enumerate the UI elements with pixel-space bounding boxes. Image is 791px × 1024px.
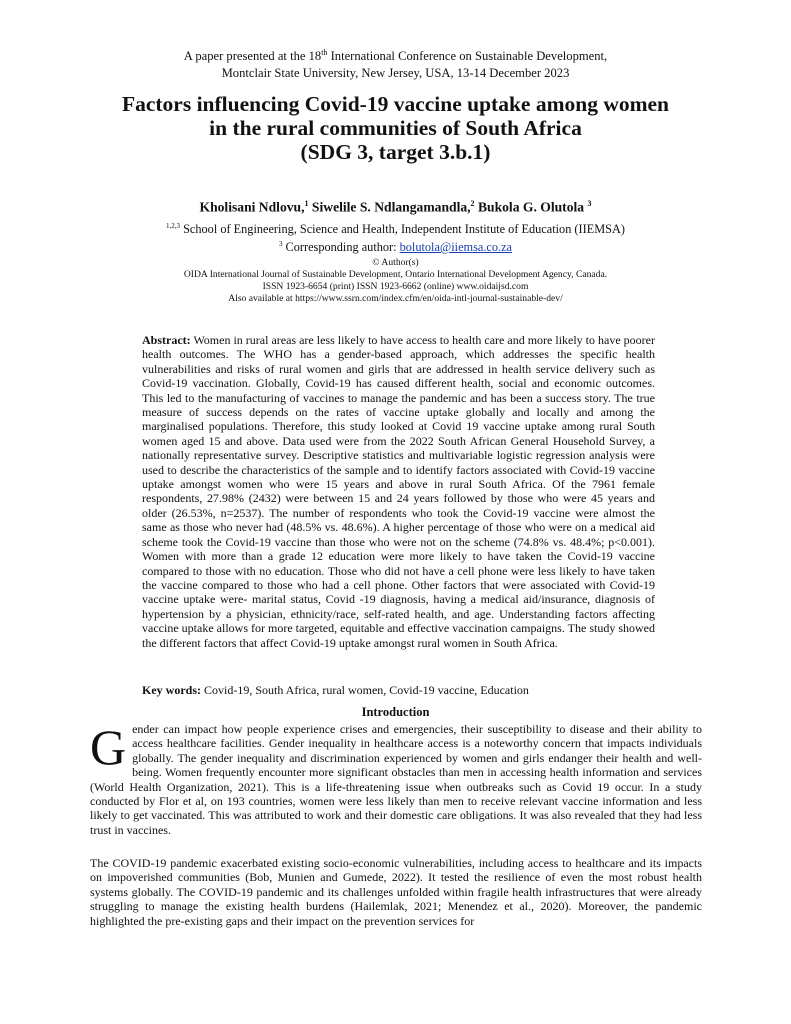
conference-line-1-text: A paper presented at the 18	[183, 49, 322, 64]
author-3: Bukola G. Olutola	[474, 199, 588, 215]
title-line-3: (SDG 3, target 3.b.1)	[300, 140, 491, 164]
drop-cap-letter: G	[90, 719, 127, 775]
abstract-paragraph	[142, 333, 655, 650]
affiliation-line	[90, 219, 701, 237]
conference-ordinal: th	[321, 48, 328, 57]
abstract-text: Women in rural areas are less likely to have access to health care and more likely to have poorer health outcomes. The WHO has a gender-based approach, which addresses the specific health vulnerabilities and risks of rural women and girls that are addressed in health service delivery such as Covid-19 vaccination. Globally, Covid-19 has caused different health, social and economic outcomes. This led to the manufacturing of vaccines to manage the pandemic and has been a success story. The true measure of success depends on the rates of vaccine uptake globally and locally and among the marginalised populations. Therefore, this study looked at Covid 19 vaccine uptake among rural South women aged 15 and above. Data used were from the 2022 South African General Household Survey, a nationally representative survey. Descriptive statistics and multivariable logistic regression analysis were used to describe the characteristics of the sample and to identify factors associated with Covid-19 vaccine uptake amongst women who were 15 years and above in rural South Africa. Of the 7961 female respondents, 27.98% (2432) were between 15 and 24 years followed by those who were 45 years and older (26.53%, n=2537). The number of respondents who took the Covid-19 vaccine were almost the same as those who never had (48.5% vs. 48.6%). A higher percentage of those who were on a medical aid scheme took the Covid-19 vaccine than those who were not on the scheme (74.8% vs. 48.4%; p<0.001). Women with more than a grade 12 education were more likely to have taken the Covid-19 vaccine compared to those with no education. Those who did not have a cell phone were less likely to have taken the vaccine compared to those who had a cell phone. Other factors that were associated with Covid-19 vaccine uptake were- marital status, Covid -19 diagnosis, having a medical aid/insurance, diagnosis of hypertension by a physician, ethnicity/race, self-rated health, and age. Understanding factors affecting vaccine uptake allows for more targeted, equitable and effective vaccination campaigns. The study showed the different factors that affect Covid-19 uptake amongst rural women in South Africa.	[142, 333, 655, 650]
author-2-sup: 2	[470, 199, 475, 208]
author-1: Kholisani Ndlovu,	[199, 199, 305, 215]
introduction-paragraph-1	[90, 719, 702, 837]
keywords-text: Covid-19, South Africa, rural women, Covid-19 vaccine, Education	[201, 683, 529, 697]
keywords-line	[142, 683, 655, 698]
title-line-2: in the rural communities of South Africa	[209, 116, 582, 140]
affiliation-sup: 1,2,3	[166, 222, 181, 230]
author-list	[90, 199, 701, 216]
publication-info	[100, 257, 691, 305]
conference-line-1-rest: International Conference on Sustainable Development,	[327, 49, 608, 64]
conference-header	[120, 44, 671, 82]
paper-title	[80, 92, 711, 164]
introduction-heading: Introduction	[361, 705, 430, 719]
affiliation-block	[90, 219, 701, 255]
journal-line: OIDA International Journal of Sustainable Development, Ontario International Development Agency, Canada.	[183, 269, 608, 280]
affiliation-text: School of Engineering, Science and Health, Independent Institute of Education (IIEMSA)	[180, 222, 625, 237]
corresponding-label: Corresponding author:	[282, 240, 400, 255]
conference-line-2: Montclair State University, New Jersey, USA, 13-14 December 2023	[221, 66, 570, 81]
paragraph-1-text: ender can impact how people experience crises and emergencies, their susceptibility to disease and their ability to access healthcare facilities. Gender inequality in healthcare access is a noteworthy concern that impacts individuals globally. The gender inequality and discrimination experienced by women and girls endanger their health and well-being. Women frequently encounter more significant obstacles than men in accessing health information and services (World Health Organization, 2021). This is a life-threatening issue when outbreaks such as Covid 19 occur. In a study conducted by Flor et al, on 193 countries, women were less likely than men to receive relevant vaccine information and less likely to get vaccinated. This was attributed to work and their domestic care obligations. It was also revealed that they had less trust in vaccines.	[90, 722, 702, 837]
introduction-paragraph-2: The COVID-19 pandemic exacerbated existing socio-economic vulnerabilities, including access to healthcare and its impacts on impoverished communities (Bob, Munien and Gumede, 2022). It tested the resilience of even the most robust health systems globally. The COVID-19 pandemic and its challenges unfolded within fragile health infrastructures that were already struggling to manage the existing health burdens (Hailemlak, 2021; Menendez et al., 2020). Moreover, the pandemic highlighted the pre-existing gaps and their impact on the prevention services for	[90, 856, 702, 928]
author-3-sup: 3	[587, 199, 592, 208]
author-1-sup: 1	[304, 199, 309, 208]
availability-line: Also available at https://www.ssrn.com/index.cfm/en/oida-intl-journal-sustainable-dev/	[228, 293, 563, 304]
author-2: Siwelile S. Ndlangamandla,	[308, 199, 471, 215]
copyright-line: © Author(s)	[372, 257, 419, 268]
issn-line: ISSN 1923-6654 (print) ISSN 1923-6662 (online) www.oidaijsd.com	[262, 281, 529, 292]
conference-line-1	[120, 44, 671, 65]
title-line-1: Factors influencing Covid-19 vaccine uptake among women	[121, 92, 670, 116]
corresponding-author	[90, 237, 701, 255]
abstract-label: Abstract:	[142, 333, 191, 347]
corresponding-email-link[interactable]: bolutola@iiemsa.co.za	[399, 240, 513, 255]
keywords-label: Key words:	[142, 683, 201, 697]
corresponding-sup: 3	[278, 240, 283, 249]
